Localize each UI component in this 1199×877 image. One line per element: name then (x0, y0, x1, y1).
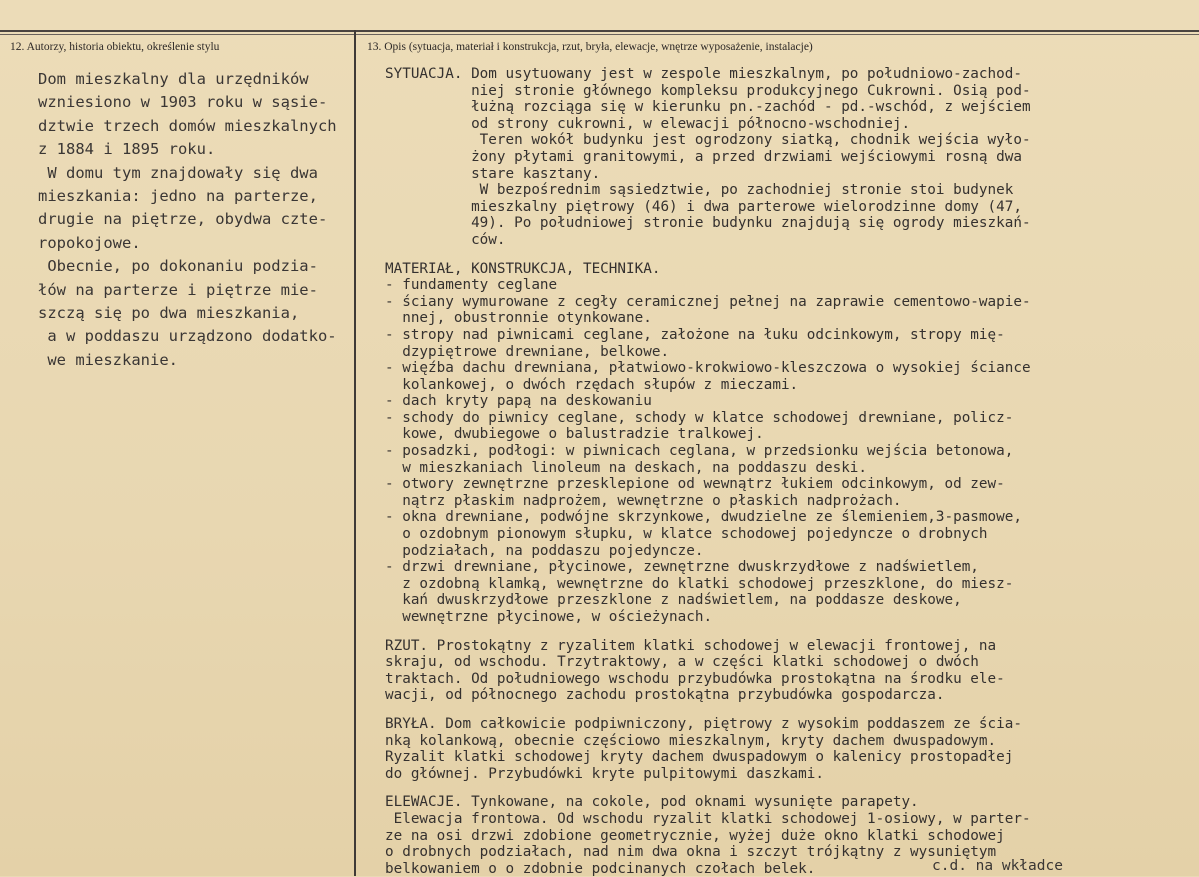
description-line: ców. (385, 231, 506, 248)
description-line: kolankowej, o dwóch rzędach słupów z mieczami. (385, 376, 799, 393)
section-gap (385, 704, 1197, 716)
description-line: - ściany wymurowane z cegły ceramicznej pełnej na zaprawie cementowo-wapie- (385, 293, 1031, 310)
description-line: BRYŁA. Dom całkowicie podpiwniczony, piętrowy z wysokim poddaszem ze ścia- (385, 715, 1022, 732)
history-line: Obecnie, po dokonaniu podzia- (38, 257, 318, 276)
description-line: od strony cukrowni, w elewacji północno-wschodniej. (385, 115, 911, 132)
history-line: mieszkania: jedno na parterze, (38, 187, 318, 206)
description-line: - dach kryty papą na deskowaniu (385, 393, 652, 410)
top-rule (0, 30, 1199, 32)
description-line: o ozdobnym pionowym słupku, w klatce schodowej pojedyncze o drobnych (385, 526, 988, 543)
description-line: o drobnych podziałach, nad nim dwa okna i szczyt trójkątny z wysuniętym (385, 844, 997, 861)
description-line: kań dwuskrzydłowe przeszklone z nadświetlem, na poddasze deskowe, (385, 592, 962, 609)
history-line: wzniesiono w 1903 roku w sąsie- (38, 93, 328, 112)
description-line: SYTUACJA. Dom usytuowany jest w zespole mieszkalnym, po południowo-zachod- (385, 66, 1022, 82)
description-line: podziałach, na poddaszu pojedyncze. (385, 542, 704, 559)
description-line: do głównej. Przybudówki kryte pulpitowymi daszkami. (385, 765, 824, 782)
description-text (385, 66, 1197, 877)
description-line: stare kasztany. (385, 165, 601, 182)
continuation-note: c.d. na wkładce (932, 858, 1063, 874)
description-line: z ozdobną klamką, wewnętrzne do klatki schodowej przeszklone, do miesz- (385, 575, 1014, 592)
description-line: traktach. Od południowego wschodu przybudówka prostokątna na środku ele- (385, 670, 1005, 687)
description-line: Teren wokół budynku jest ogrodzony siatką, chodnik wejścia wyło- (385, 132, 1031, 149)
history-line: dztwie trzech domów mieszkalnych (38, 116, 337, 135)
history-line: ropokojowe. (38, 233, 141, 252)
column-divider (354, 30, 356, 876)
description-line: niej stronie głównego kompleksu produkcyjnego Cukrowni. Osią pod- (385, 82, 1031, 99)
history-line: Dom mieszkalny dla urzędników (38, 70, 309, 88)
description-line: Elewacja frontowa. Od wschodu ryzalit klatki schodowej 1-osiowy, w parter- (385, 810, 1031, 827)
description-line: - drzwi drewniane, płycinowe, zewnętrzne dwuskrzydłowe z nadświetlem, (385, 559, 979, 576)
description-line: - posadzki, podłogi: w piwnicach ceglana, w przedsionku wejścia betonowa, (385, 443, 1014, 460)
description-line: wewnętrzne płycinowe, w ościeżynach. (385, 609, 713, 625)
history-line: a w poddaszu urządzono dodatko- (38, 327, 337, 346)
description-line: - otwory zewnętrzne przesklepione od wewnątrz łukiem odcinkowym, od zew- (385, 476, 1005, 493)
description-line: Ryzalit klatki schodowej kryty dachem dwuspadowym o kalenicy prostopadłej (385, 749, 1014, 766)
description-line: wacji, od północnego zachodu prostokątna przybudówka gospodarcza. (385, 687, 945, 704)
description-line: - schody do piwnicy ceglane, schody w klatce schodowej drewniane, policz- (385, 409, 1014, 426)
description-line: MATERIAŁ, KONSTRUKCJA, TECHNIKA. (385, 260, 661, 277)
right-column-header: 13. Opis (sytuacja, materiał i konstrukcja, rzut, bryła, elewacje, wnętrze wyposażenie, instalacje) (367, 41, 813, 53)
history-line: W domu tym znajdowały się dwa (38, 163, 318, 182)
description-line: - stropy nad piwnicami ceglane, założone na łuku odcinkowym, stropy mię- (385, 326, 1005, 343)
description-line: 49). Po południowej stronie budynku znajdują się ogrody mieszkań- (385, 215, 1031, 232)
description-line: dzypiętrowe drewniane, belkowe. (385, 343, 670, 360)
description-line: belkowaniem o o zdobnie podcinanych czołach belek. (385, 860, 816, 877)
description-line: - fundamenty ceglane (385, 277, 558, 294)
description-line: kowe, dwubiegowe o balustradzie tralkowej. (385, 426, 764, 443)
description-line: mieszkalny piętrowy (46) i dwa parterowe wielorodzinne domy (47, (385, 198, 1022, 215)
history-line: drugie na piętrze, obydwa czte- (38, 210, 328, 229)
left-column-header: 12. Autorzy, historia obiektu, określenie stylu (10, 41, 220, 53)
section-gap (385, 782, 1197, 794)
history-line: we mieszkanie. (38, 350, 178, 369)
history-line: z 1884 i 1895 roku. (38, 140, 216, 159)
history-line: łów na parterze i piętrze mie- (38, 280, 318, 299)
description-line: łużną rozciąga się w kierunku pn.-zachód - pd.-wschód, z wejściem (385, 99, 1031, 116)
description-line: nątrz płaskim nadprożem, wewnętrzne o płaskich nadprożach. (385, 492, 902, 509)
description-line: nnej, obustronnie otynkowane. (385, 310, 652, 327)
description-line: nką kolankową, obecnie częściowo mieszkalnym, kryty dachem dwuspadowym. (385, 732, 997, 749)
description-line: - więźba dachu drewniana, płatwiowo-krokwiowo-kleszczowa o wysokiej ściance (385, 360, 1031, 377)
description-line: żony płytami granitowymi, a przed drzwiami wejściowymi rosną dwa (385, 148, 1022, 165)
description-line: skraju, od wschodu. Trzytraktowy, a w części klatki schodowej o dwóch (385, 654, 979, 671)
section-gap (385, 249, 1197, 261)
section-gap (385, 626, 1197, 638)
top-rule-secondary (0, 34, 1199, 35)
description-line: ze na osi drzwi zdobione geometrycznie, wyżej duże okno klatki schodowej (385, 827, 1005, 844)
description-line: w mieszkaniach linoleum na deskach, na poddaszu deski. (385, 459, 868, 476)
history-text (38, 68, 353, 372)
description-line: ELEWACJE. Tynkowane, na cokole, pod oknami wysunięte parapety. (385, 794, 919, 811)
description-line: RZUT. Prostokątny z ryzalitem klatki schodowej w elewacji frontowej, na (385, 637, 997, 654)
description-line: W bezpośrednim sąsiedztwie, po zachodniej stronie stoi budynek (385, 182, 1014, 199)
description-line: - okna drewniane, podwójne skrzynkowe, dwudzielne ze ślemieniem,3-pasmowe, (385, 509, 1022, 526)
history-line: szczą się po dwa mieszkania, (38, 304, 300, 323)
